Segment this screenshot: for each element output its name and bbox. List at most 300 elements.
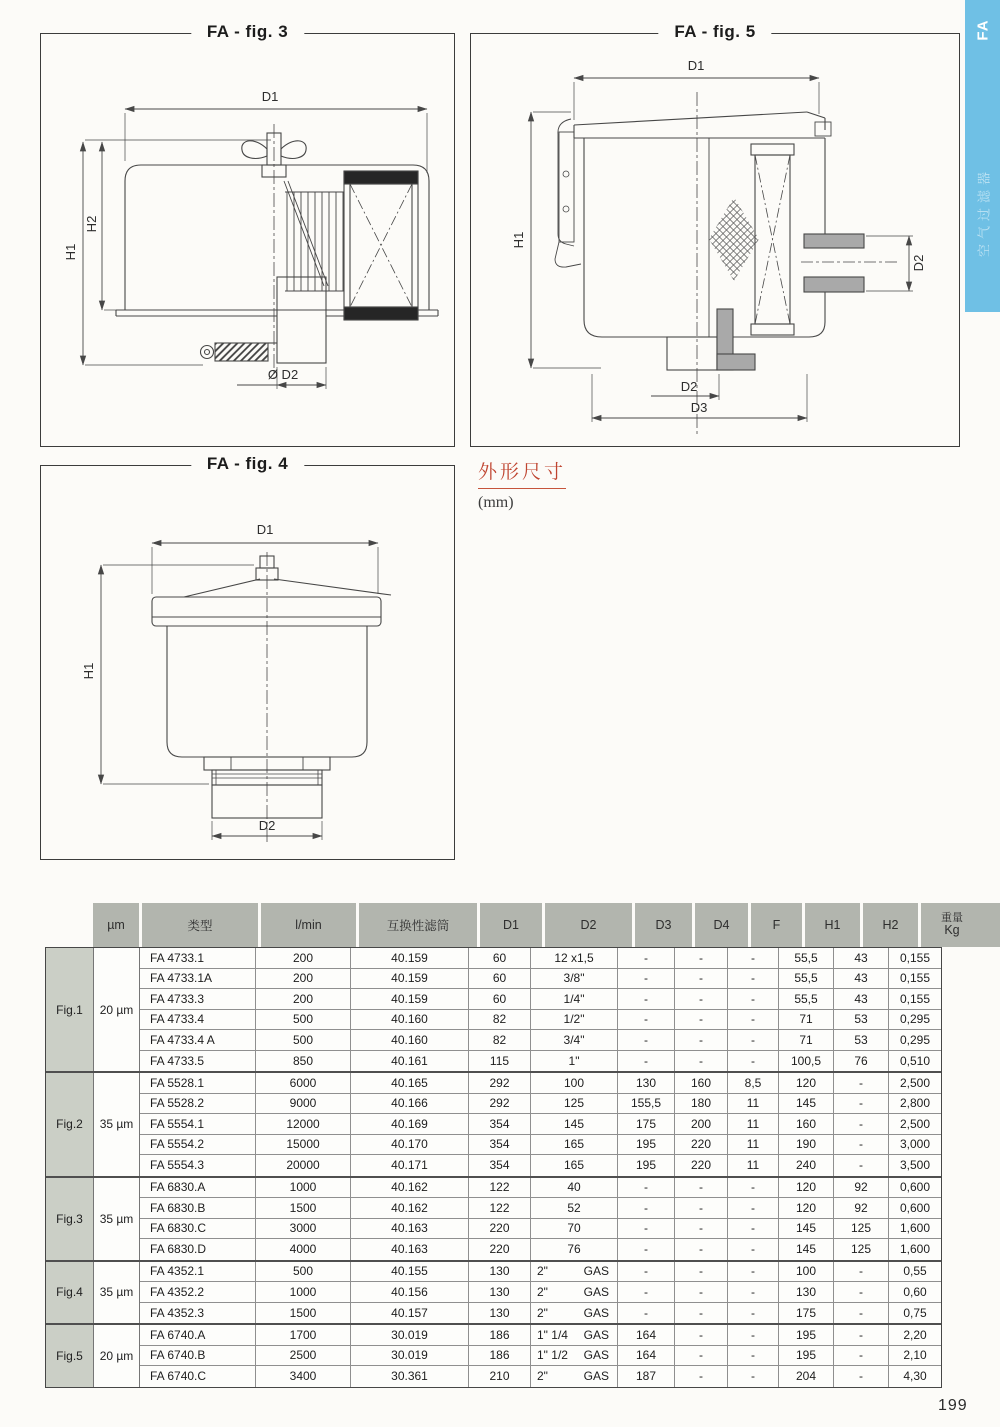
cell: 82: [469, 1010, 531, 1030]
cell: 120: [779, 1073, 834, 1093]
fig4-d2-label: D2: [258, 818, 276, 833]
micron-cell: 35 µm: [94, 1178, 140, 1260]
cell: 155,5: [618, 1094, 675, 1114]
model-cell: FA 5528.2: [140, 1094, 256, 1114]
cell: 122: [469, 1198, 531, 1218]
cell: -: [728, 1325, 779, 1345]
cell: 11: [728, 1155, 779, 1176]
cell: 1000: [256, 1282, 351, 1302]
cell: 40.155: [351, 1262, 469, 1282]
model-cell: FA 5554.2: [140, 1135, 256, 1155]
fig4-h1-label: H1: [81, 662, 96, 680]
cell: 240: [779, 1155, 834, 1176]
cell: 500: [256, 1010, 351, 1030]
side-tab-series-label: FA: [974, 19, 991, 41]
dimension-note-unit: (mm): [478, 494, 514, 511]
cell: -: [834, 1114, 889, 1134]
cell: 220: [469, 1239, 531, 1260]
side-tab: [965, 0, 1000, 312]
cell: 40.156: [351, 1282, 469, 1302]
cell: 204: [779, 1366, 834, 1387]
group-rows: [140, 1073, 941, 1176]
cell: 210: [469, 1366, 531, 1387]
cell: 76: [531, 1239, 618, 1260]
cell: -: [728, 948, 779, 968]
table-row: [140, 969, 941, 990]
fig3-d2-label: Ø D2: [267, 367, 299, 382]
cell-part: GAS: [583, 1369, 609, 1384]
micron-cell: 35 µm: [94, 1073, 140, 1176]
cell: 175: [618, 1114, 675, 1134]
cell: 187: [618, 1366, 675, 1387]
cell-part: 1" 1/4: [537, 1327, 568, 1342]
table-header: [93, 903, 1000, 947]
table-row: [140, 1094, 941, 1115]
cell: 0,510: [899, 1053, 931, 1068]
cell: 40.159: [351, 948, 469, 968]
cell: [531, 1303, 618, 1324]
cell: [531, 1282, 618, 1302]
cell: 145: [779, 1094, 834, 1114]
micron-cell: 20 µm: [94, 1325, 140, 1387]
cell: 1,600: [899, 1242, 931, 1257]
cell: 3000: [256, 1219, 351, 1239]
cell: -: [728, 1051, 779, 1072]
cell: 195: [779, 1325, 834, 1345]
dimension-note: [478, 457, 566, 512]
page-number: 199: [938, 1397, 968, 1414]
cell: -: [728, 969, 779, 989]
cell: -: [728, 1262, 779, 1282]
table-row: [140, 1262, 941, 1283]
column-header-weight: [921, 903, 1000, 947]
cell: -: [618, 1198, 675, 1218]
group-rows: [140, 1178, 941, 1260]
cell: 100: [779, 1262, 834, 1282]
cell: 11: [728, 1114, 779, 1134]
cell: -: [834, 1094, 889, 1114]
column-header: D1: [480, 903, 542, 947]
cell: 200: [256, 969, 351, 989]
cell: 53: [834, 1010, 889, 1030]
group-rows: [140, 1262, 941, 1324]
cell: 3/4": [531, 1030, 618, 1050]
table-row: [140, 1073, 941, 1094]
cell: 40.160: [351, 1010, 469, 1030]
model-cell: FA 6830.B: [140, 1198, 256, 1218]
cell: -: [675, 969, 728, 989]
cell: 120: [779, 1178, 834, 1198]
weight-header-cn: 重量: [941, 912, 963, 925]
cell-part: GAS: [583, 1348, 609, 1363]
cell: 0,295: [899, 1012, 931, 1027]
cell: 1500: [256, 1198, 351, 1218]
cell: 190: [779, 1135, 834, 1155]
model-cell: FA 4733.1A: [140, 969, 256, 989]
table-group: [46, 1073, 941, 1178]
cell: -: [834, 1346, 889, 1366]
cell: -: [728, 1239, 779, 1260]
fig3-h1-label: H1: [63, 243, 78, 261]
model-cell: FA 4352.3: [140, 1303, 256, 1324]
cell: -: [728, 1198, 779, 1218]
cell: -: [675, 1346, 728, 1366]
cell: 0,60: [903, 1284, 927, 1299]
table-row: [140, 1114, 941, 1135]
cell: 40.170: [351, 1135, 469, 1155]
cell: 40.169: [351, 1114, 469, 1134]
cell: -: [834, 1262, 889, 1282]
cell: -: [618, 1219, 675, 1239]
cell: 8,5: [728, 1073, 779, 1093]
column-header: 互换性滤筒: [359, 903, 477, 947]
cell: -: [728, 1346, 779, 1366]
cell: -: [675, 1282, 728, 1302]
cell-part: 2": [537, 1369, 548, 1384]
cell: -: [675, 1051, 728, 1072]
model-cell: FA 5554.1: [140, 1114, 256, 1134]
side-tab-category-label: 空气过滤器: [976, 166, 991, 258]
model-cell: FA 6740.A: [140, 1325, 256, 1345]
cell-part: 2": [537, 1305, 548, 1320]
cell: -: [728, 1282, 779, 1302]
cell: 200: [256, 989, 351, 1009]
cell: 40.159: [351, 989, 469, 1009]
cell: 43: [834, 948, 889, 968]
cell: 4,30: [903, 1369, 927, 1384]
figure-4-title: FA - fig. 4: [191, 454, 304, 474]
cell: 1/4": [531, 989, 618, 1009]
cell: 40.162: [351, 1198, 469, 1218]
table-group: [46, 1325, 941, 1387]
cell: 30.361: [351, 1366, 469, 1387]
cell: -: [618, 1051, 675, 1072]
cell: -: [834, 1282, 889, 1302]
column-header: F: [751, 903, 802, 947]
cell: 125: [834, 1239, 889, 1260]
cell: 145: [531, 1114, 618, 1134]
table-row: [140, 1325, 941, 1346]
cell: 40.163: [351, 1219, 469, 1239]
model-cell: FA 4352.1: [140, 1262, 256, 1282]
figure-4-panel: [40, 454, 455, 860]
cell: 2500: [256, 1346, 351, 1366]
fig5-h1-label: H1: [511, 231, 526, 249]
cell: 40.165: [351, 1073, 469, 1093]
cell: -: [675, 1325, 728, 1345]
cell: 30.019: [351, 1346, 469, 1366]
table-row: [140, 1366, 941, 1387]
table-body: [45, 947, 942, 1388]
table-row: [140, 1010, 941, 1031]
cell: 0,55: [903, 1264, 927, 1279]
fig3-h2-label: H2: [84, 215, 99, 233]
column-header: D3: [635, 903, 692, 947]
cell: 40.162: [351, 1178, 469, 1198]
cell: 0,295: [899, 1032, 931, 1047]
table-group: [46, 948, 941, 1073]
cell: -: [675, 1198, 728, 1218]
table-row: [140, 1239, 941, 1260]
column-header: H1: [805, 903, 860, 947]
cell: -: [618, 1239, 675, 1260]
cell: 175: [779, 1303, 834, 1324]
table-row: [140, 1303, 941, 1324]
cell: 2,10: [903, 1348, 927, 1363]
cell: -: [618, 969, 675, 989]
cell: 43: [834, 969, 889, 989]
figure-4-drawing: [41, 466, 454, 859]
cell: 40.161: [351, 1051, 469, 1072]
cell: 130: [469, 1303, 531, 1324]
cell: 4000: [256, 1239, 351, 1260]
cell: 145: [779, 1239, 834, 1260]
cell: 0,155: [899, 991, 931, 1006]
cell: 200: [675, 1114, 728, 1134]
cell: 0,600: [899, 1180, 931, 1195]
model-cell: FA 6830.A: [140, 1178, 256, 1198]
cell: -: [675, 1178, 728, 1198]
cell: 220: [675, 1135, 728, 1155]
cell: 71: [779, 1010, 834, 1030]
cell: [531, 1262, 618, 1282]
column-header: µm: [93, 903, 139, 947]
table-row: [140, 1051, 941, 1072]
cell: 100: [531, 1073, 618, 1093]
cell-part: 1" 1/2: [537, 1348, 568, 1363]
figure-ref-cell: Fig.5: [46, 1325, 94, 1387]
column-header: H2: [863, 903, 918, 947]
cell: 0,75: [903, 1305, 927, 1320]
figure-5-drawing: [471, 34, 959, 446]
cell: 15000: [256, 1135, 351, 1155]
cell: 200: [256, 948, 351, 968]
cell: 115: [469, 1051, 531, 1072]
cell: 40.171: [351, 1155, 469, 1176]
table-row: [140, 989, 941, 1010]
fig5-d1-label: D1: [687, 58, 705, 73]
cell: -: [618, 948, 675, 968]
cell: 130: [469, 1282, 531, 1302]
model-cell: FA 4733.4: [140, 1010, 256, 1030]
cell: -: [675, 1262, 728, 1282]
cell: 0,600: [899, 1200, 931, 1215]
cell: 164: [618, 1325, 675, 1345]
figure-3-panel: [40, 22, 455, 447]
cell: 55,5: [779, 989, 834, 1009]
cell: 40.166: [351, 1094, 469, 1114]
cell: 120: [779, 1198, 834, 1218]
group-rows: [140, 1325, 941, 1387]
table-row: [140, 1030, 941, 1051]
figure-ref-cell: Fig.3: [46, 1178, 94, 1260]
model-cell: FA 4733.1: [140, 948, 256, 968]
table-row: [140, 1178, 941, 1199]
figure-5-panel: [470, 22, 960, 447]
cell: 160: [779, 1114, 834, 1134]
cell: 1500: [256, 1303, 351, 1324]
cell: -: [618, 1303, 675, 1324]
cell: 180: [675, 1094, 728, 1114]
cell: 1000: [256, 1178, 351, 1198]
table-row: [140, 1282, 941, 1303]
cell: 6000: [256, 1073, 351, 1093]
cell: 1,600: [899, 1221, 931, 1236]
cell: 40: [531, 1178, 618, 1198]
model-cell: FA 4733.4 A: [140, 1030, 256, 1050]
cell: 76: [834, 1051, 889, 1072]
cell: 292: [469, 1073, 531, 1093]
cell: 60: [469, 969, 531, 989]
cell: 100,5: [779, 1051, 834, 1072]
cell: 186: [469, 1325, 531, 1345]
cell: 125: [834, 1219, 889, 1239]
table-row: [140, 948, 941, 969]
cell: -: [834, 1366, 889, 1387]
cell: 55,5: [779, 969, 834, 989]
model-cell: FA 5554.3: [140, 1155, 256, 1176]
cell: 40.157: [351, 1303, 469, 1324]
cell: 12 x1,5: [531, 948, 618, 968]
cell: -: [618, 989, 675, 1009]
cell: -: [675, 1239, 728, 1260]
cell: 82: [469, 1030, 531, 1050]
cell-part: GAS: [583, 1305, 609, 1320]
table-row: [140, 1346, 941, 1367]
cell: 12000: [256, 1114, 351, 1134]
model-cell: FA 6740.C: [140, 1366, 256, 1387]
cell: -: [834, 1155, 889, 1176]
table-row: [140, 1198, 941, 1219]
cell: 11: [728, 1094, 779, 1114]
cell: 1/2": [531, 1010, 618, 1030]
cell: 60: [469, 948, 531, 968]
cell: [531, 1325, 618, 1345]
cell: -: [834, 1073, 889, 1093]
cell: 2,500: [899, 1116, 931, 1131]
cell: -: [618, 1010, 675, 1030]
cell: 60: [469, 989, 531, 1009]
cell: 1700: [256, 1325, 351, 1345]
cell: 43: [834, 989, 889, 1009]
cell: -: [675, 1010, 728, 1030]
cell: 20000: [256, 1155, 351, 1176]
model-cell: FA 5528.1: [140, 1073, 256, 1093]
cell-part: 2": [537, 1284, 548, 1299]
column-header: D2: [545, 903, 632, 947]
cell: 125: [531, 1094, 618, 1114]
model-cell: FA 6740.B: [140, 1346, 256, 1366]
cell: 220: [469, 1219, 531, 1239]
cell-part: GAS: [583, 1327, 609, 1342]
weight-header-unit: Kg: [944, 923, 960, 938]
cell: 40.159: [351, 969, 469, 989]
cell-part: GAS: [583, 1284, 609, 1299]
cell: 354: [469, 1114, 531, 1134]
cell: 2,20: [903, 1327, 927, 1342]
cell: 92: [834, 1198, 889, 1218]
cell: 0,155: [899, 950, 931, 965]
table-row: [140, 1219, 941, 1240]
cell: 220: [675, 1155, 728, 1176]
cell: -: [618, 1282, 675, 1302]
cell: -: [728, 1030, 779, 1050]
cell: [531, 1346, 618, 1366]
cell: 164: [618, 1346, 675, 1366]
figure-3-title: FA - fig. 3: [191, 22, 304, 42]
model-cell: FA 6830.C: [140, 1219, 256, 1239]
fig5-d2-side-label: D2: [911, 254, 926, 272]
model-cell: FA 6830.D: [140, 1239, 256, 1260]
cell: -: [618, 1262, 675, 1282]
cell: -: [728, 1219, 779, 1239]
cell: -: [675, 1219, 728, 1239]
cell: 130: [469, 1262, 531, 1282]
column-header: l/min: [261, 903, 356, 947]
cell: 500: [256, 1262, 351, 1282]
cell: 71: [779, 1030, 834, 1050]
cell: 2,800: [899, 1096, 931, 1111]
table-group: [46, 1262, 941, 1326]
cell: 3,000: [899, 1137, 931, 1152]
cell: 92: [834, 1178, 889, 1198]
cell: -: [728, 1366, 779, 1387]
cell: -: [834, 1135, 889, 1155]
cell: -: [675, 948, 728, 968]
cell: 195: [618, 1155, 675, 1176]
cell: -: [728, 1178, 779, 1198]
cell: 30.019: [351, 1325, 469, 1345]
fig5-d2-bottom-label: D2: [680, 379, 698, 394]
cell: 354: [469, 1135, 531, 1155]
fig3-d1-label: D1: [261, 89, 279, 104]
cell: 2,500: [899, 1075, 931, 1090]
cell: 160: [675, 1073, 728, 1093]
cell: 195: [779, 1346, 834, 1366]
cell: 130: [618, 1073, 675, 1093]
cell: 500: [256, 1030, 351, 1050]
model-cell: FA 4733.5: [140, 1051, 256, 1072]
figure-ref-cell: Fig.1: [46, 948, 94, 1071]
cell: -: [675, 1030, 728, 1050]
cell: 130: [779, 1282, 834, 1302]
cell: 165: [531, 1155, 618, 1176]
fig5-d3-label: D3: [690, 400, 708, 415]
cell: -: [618, 1030, 675, 1050]
cell: -: [618, 1178, 675, 1198]
cell: 850: [256, 1051, 351, 1072]
cell: 40.160: [351, 1030, 469, 1050]
table-group: [46, 1178, 941, 1262]
cell: -: [728, 1303, 779, 1324]
dimension-note-title: 外形尺寸: [478, 457, 566, 489]
cell: -: [675, 1303, 728, 1324]
cell: 186: [469, 1346, 531, 1366]
cell: 11: [728, 1135, 779, 1155]
figure-5-title: FA - fig. 5: [658, 22, 771, 42]
cell: 3,500: [899, 1158, 931, 1173]
table-row: [140, 1155, 941, 1176]
model-cell: FA 4352.2: [140, 1282, 256, 1302]
cell: 1": [531, 1051, 618, 1072]
table-row: [140, 1135, 941, 1156]
cell: 354: [469, 1155, 531, 1176]
cell: -: [834, 1303, 889, 1324]
cell: 122: [469, 1178, 531, 1198]
cell: 9000: [256, 1094, 351, 1114]
cell: 55,5: [779, 948, 834, 968]
cell-part: GAS: [583, 1264, 609, 1279]
